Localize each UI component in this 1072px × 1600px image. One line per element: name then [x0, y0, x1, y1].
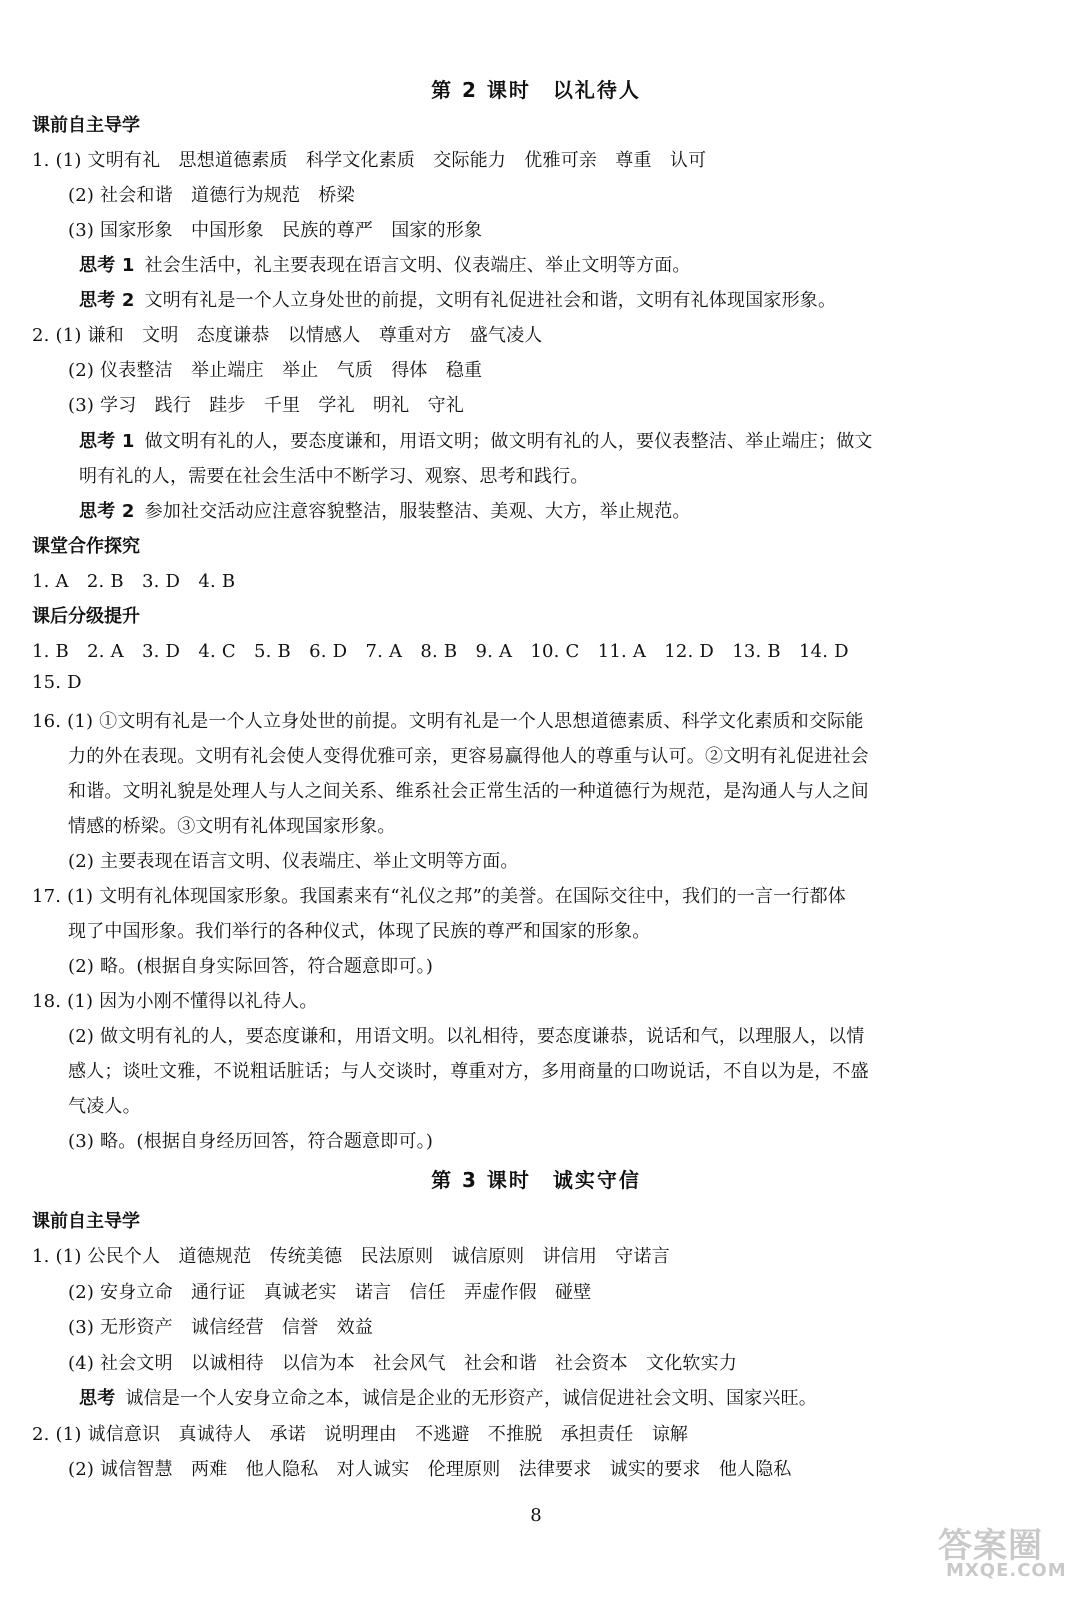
answer-line: (2) 仪表整洁 举止端庄 举止 气质 得体 稳重 [68, 360, 483, 381]
answer-line: (2) 社会和谐 道德行为规范 桥梁 [68, 185, 355, 206]
lesson-3-title: 第 3 课时 诚实守信 [431, 1168, 641, 1192]
answer-line: 1. B 2. A 3. D 4. C 5. B 6. D 7. A 8. B 9. A 10. C 11. A 12. D 13. B 14. D [32, 641, 849, 662]
answer-line: 现了中国形象。我们举行的各种仪式，体现了民族的尊严和国家的形象。 [68, 921, 651, 942]
answer-line: (3) 略。(根据自身经历回答，符合题意即可。) [68, 1131, 434, 1152]
answer-line: 1. (1) 公民个人 道德规范 传统美德 民法原则 诚信原则 讲信用 守诺言 [32, 1246, 670, 1267]
answer-line: 1. (1) 文明有礼 思想道德素质 科学文化素质 交际能力 优雅可亲 尊重 认可 [32, 150, 707, 171]
answer-line: (3) 国家形象 中国形象 民族的尊严 国家的形象 [68, 220, 483, 241]
answer-line: (2) 略。(根据自身实际回答，符合题意即可。) [68, 956, 434, 977]
answer-line: (3) 无形资产 诚信经营 信誉 效益 [68, 1317, 374, 1338]
answer-line: 和谐。文明礼貌是处理人与人之间关系、维系社会正常生活的一种道德行为规范，是沟通人与人之间 [68, 781, 869, 802]
answer-line: (4) 社会文明 以诚相待 以信为本 社会风气 社会和谐 社会资本 文化软实力 [68, 1353, 738, 1374]
section-heading-after-class: 课后分级提升 [32, 606, 140, 627]
think-line [79, 251, 691, 277]
answer-line: (2) 安身立命 通行证 真诚老实 诺言 信任 弄虚作假 碰壁 [68, 1282, 592, 1303]
answer-line: (2) 主要表现在语言文明、仪表端庄、举止文明等方面。 [68, 851, 519, 872]
section-heading-pre-study: 课前自主导学 [32, 1211, 140, 1232]
answer-line: 力的外在表现。文明有礼会使人变得优雅可亲，更容易赢得他人的尊重与认可。②文明有礼促进社会 [68, 746, 869, 767]
answer-line: 17. (1) 文明有礼体现国家形象。我国素来有“礼仪之邦”的美誉。在国际交往中，我们的一言一行都体 [32, 886, 846, 907]
think-line [79, 497, 691, 523]
watermark-url: MXQE.COM [946, 1560, 1067, 1581]
answer-line: 气凌人。 [68, 1096, 141, 1117]
answer-line: 2. (1) 谦和 文明 态度谦恭 以情感人 尊重对方 盛气凌人 [32, 325, 543, 346]
think-text: 做文明有礼的人，要态度谦和，用语文明；做文明有礼的人，要仪表整洁、举止端庄；做文 [144, 431, 873, 452]
page-number: 8 [530, 1505, 542, 1526]
think-label: 思考 [79, 1388, 116, 1409]
think-text: 社会生活中，礼主要表现在语言文明、仪表端庄、举止文明等方面。 [144, 255, 691, 276]
think-label: 思考 1 [79, 255, 135, 276]
think-line [79, 427, 873, 453]
watermark-text: 答案圈 [938, 1526, 1043, 1566]
lesson-2-title: 第 2 课时 以礼待人 [431, 78, 641, 102]
think-label: 思考 2 [79, 290, 135, 311]
think-text: 诚信是一个人安身立命之本，诚信是企业的无形资产，诚信促进社会文明、国家兴旺。 [125, 1388, 818, 1409]
watermark-logo [938, 1518, 1067, 1588]
section-heading-pre-study: 课前自主导学 [32, 115, 140, 136]
answer-line: 感人；谈吐文雅，不说粗话脏话；与人交谈时，尊重对方，多用商量的口吻说话，不自以为是，不盛 [68, 1061, 869, 1082]
think-label: 思考 2 [79, 501, 135, 522]
think-label: 思考 1 [79, 431, 135, 452]
think-line [79, 1384, 817, 1410]
think-line [79, 286, 836, 312]
answer-line: (2) 做文明有礼的人，要态度谦和，用语文明。以礼相待，要态度谦恭，说话和气，以理服人，以情 [68, 1026, 865, 1047]
think-text: 文明有礼是一个人立身处世的前提，文明有礼促进社会和谐，文明有礼体现国家形象。 [144, 290, 837, 311]
think-line-continued: 明有礼的人，需要在社会生活中不断学习、观察、思考和践行。 [79, 466, 589, 487]
answer-line: 18. (1) 因为小刚不懂得以礼待人。 [32, 991, 318, 1012]
answer-line: 15. D [32, 672, 82, 693]
answer-line: (2) 诚信智慧 两难 他人隐私 对人诚实 伦理原则 法律要求 诚实的要求 他人隐私 [68, 1459, 792, 1480]
answer-line: 1. A 2. B 3. D 4. B [32, 571, 236, 592]
answer-line: 情感的桥梁。③文明有礼体现国家形象。 [68, 816, 396, 837]
answer-line: (3) 学习 践行 跬步 千里 学礼 明礼 守礼 [68, 395, 465, 416]
answer-line: 16. (1) ①文明有礼是一个人立身处世的前提。文明有礼是一个人思想道德素质、科学文化素质和交际能 [32, 711, 864, 732]
section-heading-class-study: 课堂合作探究 [32, 536, 140, 557]
answer-line: 2. (1) 诚信意识 真诚待人 承诺 说明理由 不逃避 不推脱 承担责任 谅解 [32, 1424, 689, 1445]
think-text: 参加社交活动应注意容貌整洁，服装整洁、美观、大方，举止规范。 [144, 501, 691, 522]
